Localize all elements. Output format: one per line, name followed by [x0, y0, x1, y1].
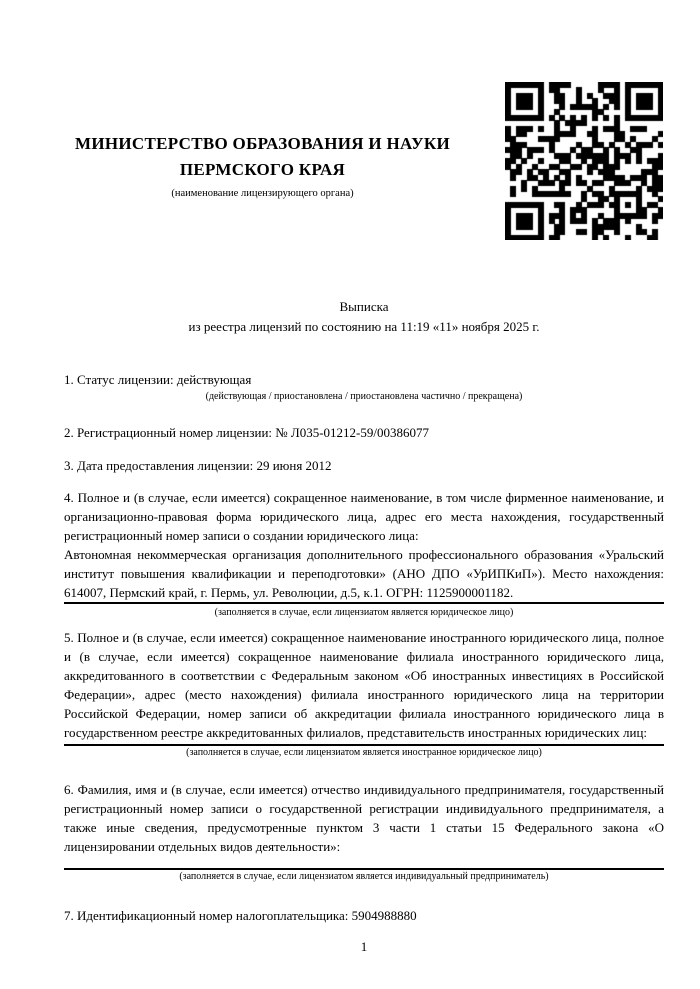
page-number: 1: [360, 939, 368, 954]
item-3-grant-date: 3. Дата предоставления лицензии: 29 июня 2012: [64, 458, 332, 473]
ministry-header: [40, 131, 485, 200]
item-4-fill-line: [64, 602, 664, 604]
ministry-name-note: (наименование лицензирующего органа): [171, 188, 354, 199]
document-title-line1: Выписка: [339, 299, 389, 314]
item-4-label: 4. Полное и (в случае, если имеется) сокращенное наименование, в том числе фирменное наименование, и организационно-правовая форма юридического лица, адрес его места нахождения, государственный регистрационный номер записи о создании юридического лица:: [64, 490, 664, 543]
item-4-value: Автономная некоммерческая организация дополнительного профессионального образования «Уральский институт повышения квалификации и переподготовки» (АНО ДПО «УрИПКиП»). Место нахождения: 614007, Пермский край, г. Пермь, ул. Революции, д.5, к.1. ОГРН: 1125900001182.: [64, 547, 664, 600]
item-4-note: (заполняется в случае, если лицензиатом является юридическое лицо): [214, 607, 514, 618]
ministry-name-line1: МИНИСТЕРСТВО ОБРАЗОВАНИЯ И НАУКИ: [74, 134, 451, 153]
item-6-label: 6. Фамилия, имя и (в случае, если имеется) отчество индивидуального предпринимателя, государственный регистрационный номер записи о государственной регистрации индивидуального предпринимателя, а также иные сведения, предусмотренные пунктом 3 части 1 статьи 15 Федерального закона «О лицензировании отдельных видов деятельности»:: [64, 782, 664, 854]
document-title-line2: из реестра лицензий по состоянию на 11:19 «11» ноября 2025 г.: [188, 319, 540, 334]
document-body: [64, 297, 664, 956]
ministry-name-line2: ПЕРМСКОГО КРАЯ: [179, 160, 346, 179]
item-5-note: (заполняется в случае, если лицензиатом является иностранное юридическое лицо): [186, 747, 542, 758]
qr-code: [505, 82, 663, 240]
item-1-license-status: 1. Статус лицензии: действующая: [64, 372, 252, 387]
item-7-taxpayer-number: 7. Идентификационный номер налогоплательщика: 5904988880: [64, 908, 417, 923]
document-title: [64, 297, 664, 337]
item-6-note: (заполняется в случае, если лицензиатом является индивидуальный предприниматель): [179, 871, 549, 882]
item-5-label: 5. Полное и (в случае, если имеется) сокращенное наименование иностранного юридического лица, полное и (в случае, если имеется) сокращенное наименование филиала иностранного юридического лица, аккредитованного в соответствии с Федеральным законом «Об иностранных инвестициях в Российской Федерации», адрес (место нахождения) филиала иностранного юридического лица на территории Российской Федерации, номер записи об аккредитации филиала иностранного юридического лица в государственном реестре аккредитованных филиалов, представительств иностранных юридических лиц:: [64, 630, 664, 740]
item-1-note: (действующая / приостановлена / приостановлена частично / прекращена): [205, 391, 523, 402]
item-2-registration-number: 2. Регистрационный номер лицензии: № Л035-01212-59/00386077: [64, 425, 430, 440]
